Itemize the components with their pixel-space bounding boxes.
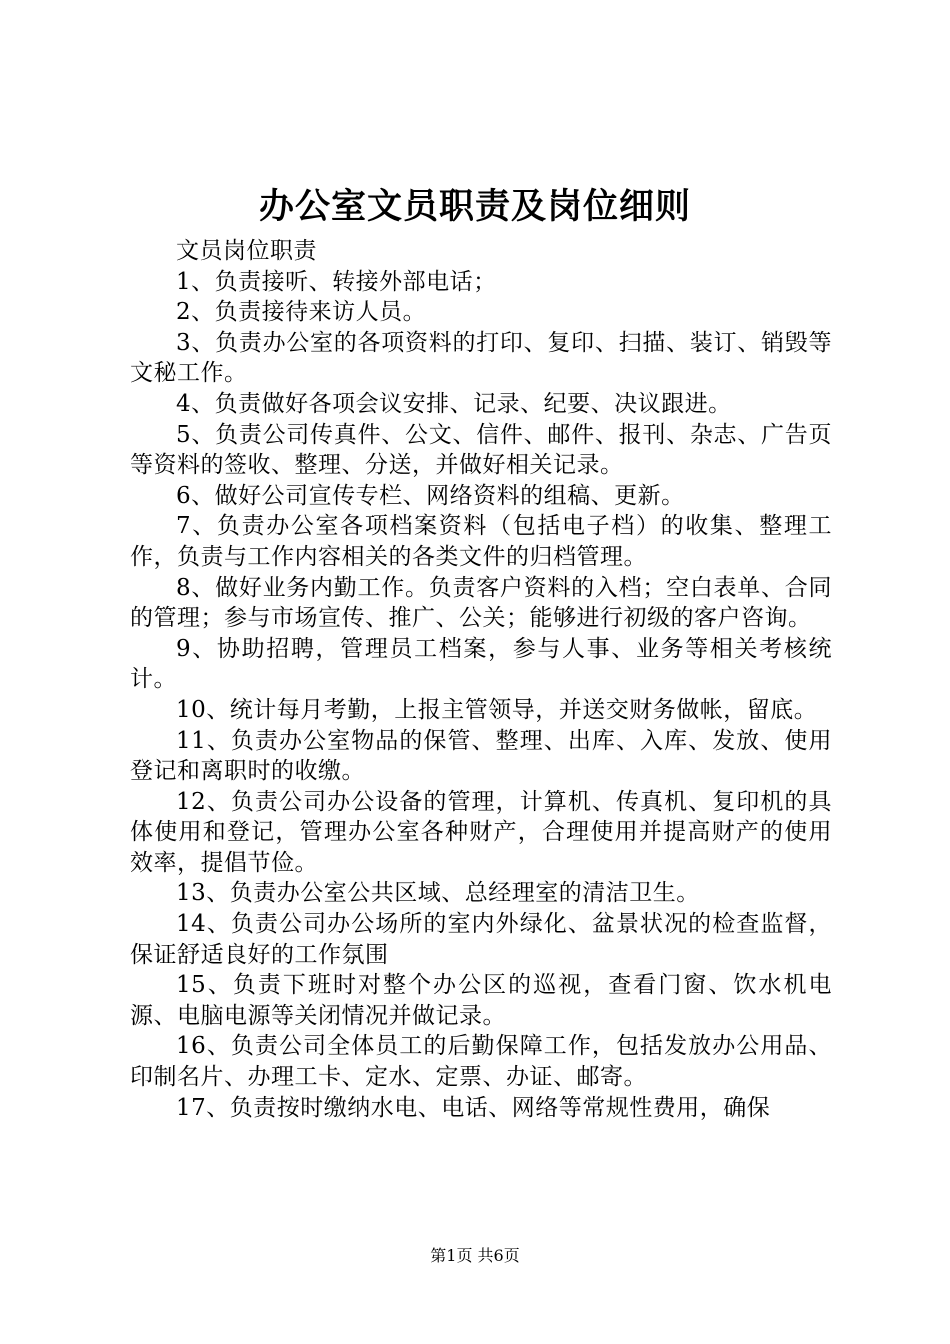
duty-item: 14、负责公司办公场所的室内外绿化、盆景状况的检查监督，保证舒适良好的工作氛围 [130, 911, 832, 968]
duty-item: 1、负责接听、转接外部电话； [176, 268, 497, 295]
duty-item: 16、负责公司全体员工的后勤保障工作，包括发放办公用品、印制名片、办理工卡、定水、定票、办证、邮寄。 [130, 1033, 832, 1091]
duty-item: 13、负责办公室公共区域、总经理室的清洁卫生。 [176, 880, 700, 907]
duty-item: 2、负责接待来访人员。 [176, 299, 427, 326]
duty-item: 9、协助招聘，管理员工档案，参与人事、业务等相关考核统计。 [130, 635, 832, 693]
document-body [130, 236, 832, 1123]
duty-item: 6、做好公司宣传专栏、网络资料的组稿、更新。 [176, 482, 685, 509]
duty-item: 11、负责办公室物品的保管、整理、出库、入库、发放、使用登记和离职时的收缴。 [130, 727, 832, 785]
duty-item: 4、负责做好各项会议安排、记录、纪要、决议跟进。 [176, 390, 732, 417]
duty-item: 17、负责按时缴纳水电、电话、网络等常规性费用，确保 [176, 1094, 771, 1121]
page-footer: 第1页 共6页 [430, 1246, 520, 1265]
section-heading: 文员岗位职责 [176, 238, 317, 264]
duty-item: 15、负责下班时对整个办公区的巡视，查看门窗、饮水机电源、电脑电源等关闭情况并做记录。 [130, 972, 832, 1029]
duty-item: 5、负责公司传真件、公文、信件、邮件、报刊、杂志、广告页等资料的签收、整理、分送，并做好相关记录。 [130, 421, 832, 479]
duty-item: 3、负责办公室的各项资料的打印、复印、扫描、装订、销毁等文秘工作。 [130, 329, 832, 387]
duty-item: 8、做好业务内勤工作。负责客户资料的入档；空白表单、合同的管理；参与市场宣传、推广、公关；能够进行初级的客户咨询。 [130, 574, 832, 632]
document-title: 办公室文员职责及岗位细则 [258, 186, 691, 227]
duty-item: 10、统计每月考勤，上报主管领导，并送交财务做帐，留底。 [176, 696, 818, 723]
duty-item: 7、负责办公室各项档案资料（包括电子档）的收集、整理工作，负责与工作内容相关的各类文件的归档管理。 [130, 513, 832, 570]
duty-item: 12、负责公司办公设备的管理，计算机、传真机、复印机的具体使用和登记，管理办公室各种财产，合理使用并提高财产的使用效率，提倡节俭。 [130, 788, 832, 876]
